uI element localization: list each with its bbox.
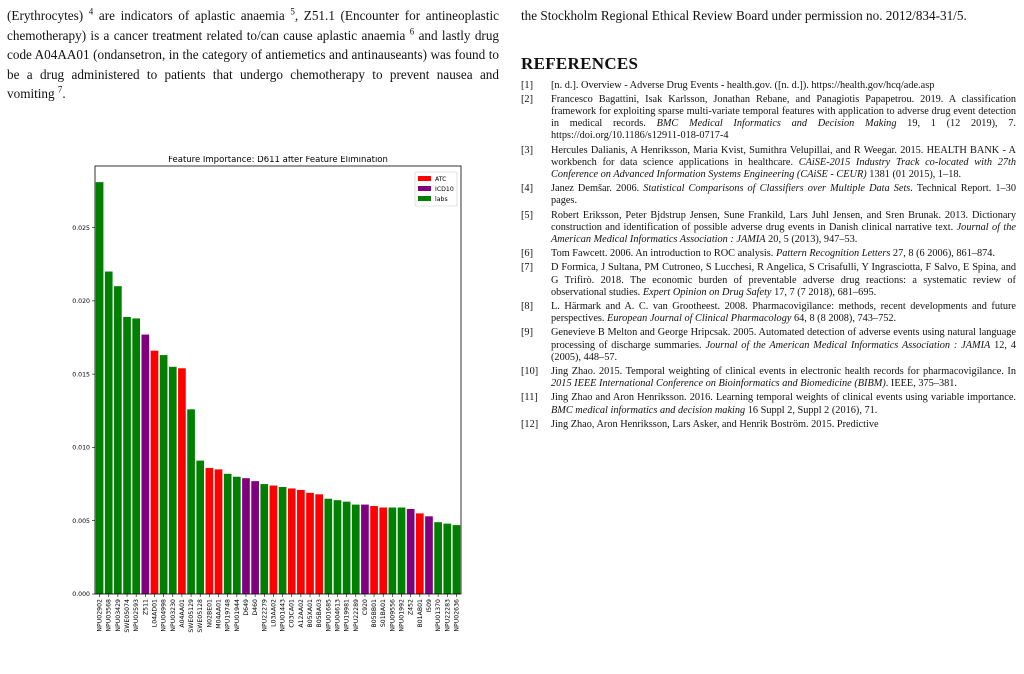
venue-italic: Statistical Comparisons of Classifiers over Multiple Data Sets. xyxy=(643,183,913,195)
ethics-paragraph: the Stockholm Regional Ethical Review Board under permission no. 2012/834-31/5. xyxy=(521,8,967,23)
bar-c03ca01 xyxy=(288,488,296,594)
text-run: Jing Zhao and Aron Henriksson. 2016. Learning temporal weights of clinical events using variable importance. xyxy=(551,392,1016,404)
x-tick-label: L04AD01 xyxy=(151,599,159,628)
bar-npu19748 xyxy=(224,474,232,594)
text-run: D Formica, J Sultana, PM Cutroneo, S Lucchesi, R Angelica, S Crisafulli, Y Ingrasciotta, F Salvo, E Spina, and G Trifirò. 2018. The economic burden of preventable adverse drug reactions: a systematic review of observational studies. xyxy=(551,262,1016,298)
x-tick-label: B05BB01 xyxy=(371,599,379,628)
reference-number: [11] xyxy=(521,392,538,404)
reference-item xyxy=(521,145,1016,182)
text-run: Robert Eriksson, Peter Bjdstrup Jensen, Sune Frankild, Lars Juhl Jensen, and Sren Brunak. 2013. Dictionary construction and identification of possible adverse drug events in Danish clinical narrative text. xyxy=(551,209,1016,233)
footnote-marker: 5 xyxy=(290,6,295,17)
reference-item xyxy=(521,183,1016,207)
x-tick-label: A12AA02 xyxy=(297,599,305,628)
text-run: L. Härmark and A. C. van Grootheest. 2008. Pharmacovigilance: methods, recent developments and future perspectives. xyxy=(551,300,1016,325)
footnote-marker: 7 xyxy=(57,84,63,95)
y-tick-label: 0.020 xyxy=(72,298,90,306)
venue-italic: Journal of the American Medical Informatics Association : JAMIA xyxy=(551,221,1016,245)
x-tick-label: NPU02636 xyxy=(453,599,461,632)
reference-item xyxy=(521,80,1016,92)
text-run: are indicators of aplastic anaemia xyxy=(93,8,291,23)
text-run: and lastly drug code A04AA01 (ondansetron, in the category of antiemetics and antinauseants) was found to be a drug administered to patients that undergo chemotherapy to prevent nausea and vomiting xyxy=(7,27,500,101)
venue-italic: Expert Opinion on Drug Safety xyxy=(642,286,772,298)
reference-item xyxy=(521,210,1016,247)
x-tick-label: NPU01944 xyxy=(233,599,241,632)
bar-b05bb01 xyxy=(370,506,378,594)
bar-z511 xyxy=(141,335,149,594)
x-tick-label: Z452 xyxy=(407,599,415,616)
bar-m04aa01 xyxy=(215,469,223,594)
x-tick-label: NPU01685 xyxy=(325,599,333,632)
venue-italic: Pattern Recognition Letters xyxy=(775,248,891,260)
bar-chart-svg xyxy=(47,156,467,666)
reference-number: [1] xyxy=(521,79,534,91)
reference-number: [2] xyxy=(521,93,534,105)
bar-npu03230 xyxy=(169,367,177,594)
bar-d460 xyxy=(251,481,259,594)
text-run: Jing Zhao. 2015. Temporal weighting of clinical events in electronic health records for pharmacovigilance. In xyxy=(551,365,1016,377)
legend-swatch-atc xyxy=(418,176,431,181)
bar-i509 xyxy=(425,516,433,594)
reference-item xyxy=(521,262,1016,299)
bar-npu03429 xyxy=(114,286,122,594)
x-tick-label: NPU03429 xyxy=(114,599,122,632)
body-paragraph xyxy=(7,6,499,104)
bar-a12aa02 xyxy=(297,490,305,594)
legend-swatch-icd10 xyxy=(418,186,431,191)
bar-a04aa01 xyxy=(178,368,186,594)
text-run: . IEEE, 375–381. xyxy=(885,378,957,390)
bar-npu02636 xyxy=(453,525,461,594)
x-tick-label: NPU02593 xyxy=(133,599,141,632)
bar-b01ab01 xyxy=(416,513,424,594)
y-tick-label: 0.010 xyxy=(72,444,90,452)
x-tick-label: Z511 xyxy=(142,599,150,616)
y-tick-label: 0.025 xyxy=(72,224,90,232)
bar-b05ba03 xyxy=(315,494,323,594)
x-tick-label: M04AA01 xyxy=(215,599,223,629)
footnote-marker: 6 xyxy=(409,26,415,37)
bar-npu22283 xyxy=(443,524,451,594)
x-tick-label: NPU22283 xyxy=(444,599,452,632)
x-tick-label: SWE05129 xyxy=(188,599,196,633)
x-tick-label: NPU22279 xyxy=(261,599,269,632)
text-run: [n. d.]. Overview - Adverse Drug Events - health.gov. ([n. d.]). https://health.gov/hcq/ade.asp xyxy=(551,79,935,91)
text-run: 27, 8 (6 2006), 861–874. xyxy=(890,248,996,260)
reference-item xyxy=(521,366,1016,390)
feature-importance-chart xyxy=(47,156,467,666)
x-tick-label: NPU03230 xyxy=(169,599,177,632)
x-tick-label: NPU04613 xyxy=(334,599,342,632)
reference-number: [6] xyxy=(521,248,534,260)
x-tick-label: NPU22289 xyxy=(352,599,360,632)
x-tick-label: L03AA02 xyxy=(270,599,278,627)
bar-npu01685 xyxy=(324,499,332,594)
reference-number: [8] xyxy=(521,300,534,312)
text-run: 12, 4 (2005), 448–57. xyxy=(551,339,1016,363)
footnote-marker: 4 xyxy=(88,6,94,17)
x-tick-label: B05XA01 xyxy=(307,599,315,628)
bar-npu02902 xyxy=(96,182,104,594)
x-tick-label: NPU19981 xyxy=(343,599,351,632)
bar-npu04998 xyxy=(160,355,168,594)
venue-italic: CAiSE-2015 Industry Track co-located with 27th Conference on Advanced Information Systems Engineering (CAiSE - CEUR) xyxy=(551,156,1017,180)
venue-italic: Journal of the American Medical Informatics Association : JAMIA xyxy=(705,339,991,351)
left-column xyxy=(7,0,500,633)
reference-number: [3] xyxy=(521,144,534,156)
references-list xyxy=(521,80,1016,431)
reference-number: [7] xyxy=(521,262,534,274)
text-run: Francesco Bagattini, Isak Karlsson, Jonathan Rebane, and Panagiotis Papapetrou. 2019. A classification framework for exploiting sparse multi-variate temporal features with application to adverse drug event detection in medical records. xyxy=(551,93,1016,130)
x-tick-label: C03CA01 xyxy=(288,599,296,628)
text-run: 64, 8 (8 2008), 743–752. xyxy=(791,313,897,325)
bar-d649 xyxy=(242,478,250,594)
bar-z452 xyxy=(407,509,415,594)
x-tick-label: I509 xyxy=(425,599,433,613)
reference-number: [4] xyxy=(521,183,534,195)
legend-label-atc: ATC xyxy=(435,176,447,183)
bar-npu03568 xyxy=(105,272,113,594)
text-run: . xyxy=(62,86,66,101)
reference-item xyxy=(521,94,1016,143)
bar-npu19981 xyxy=(343,502,351,594)
plot-frame xyxy=(95,166,461,594)
x-tick-label: D460 xyxy=(252,599,260,616)
text-run: 17, 7 (7 2018), 681–695. xyxy=(771,286,877,298)
x-tick-label: A04AA01 xyxy=(178,599,186,628)
text-run: Hercules Dalianis, A Henriksson, Maria Kvist, Sumithra Velupillai, and R Weegar. 2015. HEALTH BANK - A workbench for data science applications in healthcare. xyxy=(551,144,1016,168)
x-tick-label: C920 xyxy=(361,599,369,616)
bar-npu09556 xyxy=(389,508,397,594)
legend-label-labs: labs xyxy=(435,196,448,203)
bar-npu01370 xyxy=(434,522,442,594)
bar-swe05128 xyxy=(196,461,204,594)
reference-item xyxy=(521,301,1016,325)
venue-italic: European Journal of Clinical Pharmacology xyxy=(607,313,792,325)
text-run: 19, 1 (12 2019), 7. https://doi.org/10.1186/s12911-018-0717-4 xyxy=(551,118,1017,142)
y-tick-label: 0.005 xyxy=(72,517,90,525)
bar-n02be01 xyxy=(206,468,214,594)
text-run: Tom Fawcett. 2006. An introduction to ROC analysis. xyxy=(551,248,776,260)
x-tick-label: D649 xyxy=(242,599,250,616)
y-tick-label: 0.015 xyxy=(72,371,90,379)
text-run: Technical Report. 1–30 pages. xyxy=(551,183,1016,207)
bar-l04ad01 xyxy=(151,351,159,594)
x-tick-label: NPU01443 xyxy=(279,599,287,632)
x-tick-label: NPU04998 xyxy=(160,599,168,632)
bar-s01ba01 xyxy=(379,508,387,594)
x-tick-label: B05BA03 xyxy=(316,599,324,628)
x-tick-label: SWE05074 xyxy=(124,599,132,633)
x-tick-label: NPU09556 xyxy=(389,599,397,632)
bar-npu01443 xyxy=(279,487,287,594)
bar-npu22289 xyxy=(352,505,360,594)
references-heading: REFERENCES xyxy=(521,53,639,73)
bar-b05xa01 xyxy=(306,493,314,594)
x-tick-label: NPU01992 xyxy=(398,599,406,632)
x-tick-label: NPU19748 xyxy=(224,599,232,632)
venue-italic: BMC Medical Informatics and Decision Making xyxy=(656,118,897,130)
chart-title: Feature Importance: D611 after Feature Elimination xyxy=(168,156,388,165)
x-tick-label: NPU03568 xyxy=(105,599,113,632)
reference-number: [10] xyxy=(521,365,539,377)
x-tick-label: N02BE01 xyxy=(206,599,214,628)
text-run: , Z51.1 (Encounter for antineoplastic chemotherapy) is a cancer treatment related to/can cause aplastic anaemia xyxy=(7,8,499,43)
bar-swe05129 xyxy=(187,409,195,594)
reference-number: [5] xyxy=(521,209,534,221)
bar-swe05074 xyxy=(123,317,131,594)
text-run: 20, 5 (2013), 947–53. xyxy=(765,233,858,245)
x-tick-label: NPU02902 xyxy=(96,599,104,632)
reference-item xyxy=(521,392,1016,416)
x-tick-label: B01AB01 xyxy=(416,599,424,628)
bar-npu01992 xyxy=(398,508,406,594)
text-run: (Erythrocytes) xyxy=(7,8,89,23)
x-tick-label: SWE05128 xyxy=(197,599,205,633)
x-tick-label: NPU01370 xyxy=(435,599,443,632)
legend-label-icd10: ICD10 xyxy=(435,186,454,193)
bar-l03aa02 xyxy=(270,486,278,594)
reference-number: [9] xyxy=(521,327,534,339)
text-run: 16 Suppl 2, Suppl 2 (2016), 71. xyxy=(745,404,878,416)
bar-npu04613 xyxy=(334,500,342,594)
reference-number: [12] xyxy=(521,418,539,430)
reference-item xyxy=(521,248,1016,260)
text-run: Janez Demšar. 2006. xyxy=(551,183,644,195)
reference-item xyxy=(521,419,1016,431)
bar-c920 xyxy=(361,505,369,594)
text-run: Genevieve B Melton and George Hripcsak. 2005. Automated detection of adverse events using natural language processing of discharge summaries. xyxy=(551,327,1016,351)
legend-swatch-labs xyxy=(418,196,431,201)
text-run: Jing Zhao, Aron Henriksson, Lars Asker, and Henrik Boström. 2015. Predictive xyxy=(551,418,879,430)
y-tick-label: 0.000 xyxy=(72,591,90,599)
text-run: 1381 (01 2015), 1–18. xyxy=(866,168,962,180)
bar-npu22279 xyxy=(260,484,268,594)
right-column xyxy=(521,0,1016,433)
bar-npu01944 xyxy=(233,477,241,594)
bar-npu02593 xyxy=(132,318,140,594)
reference-item xyxy=(521,327,1016,364)
venue-italic: BMC medical informatics and decision making xyxy=(551,404,746,416)
x-tick-label: S01BA01 xyxy=(380,599,388,628)
venue-italic: 2015 IEEE International Conference on Bioinformatics and Biomedicine (BIBM) xyxy=(551,378,886,390)
